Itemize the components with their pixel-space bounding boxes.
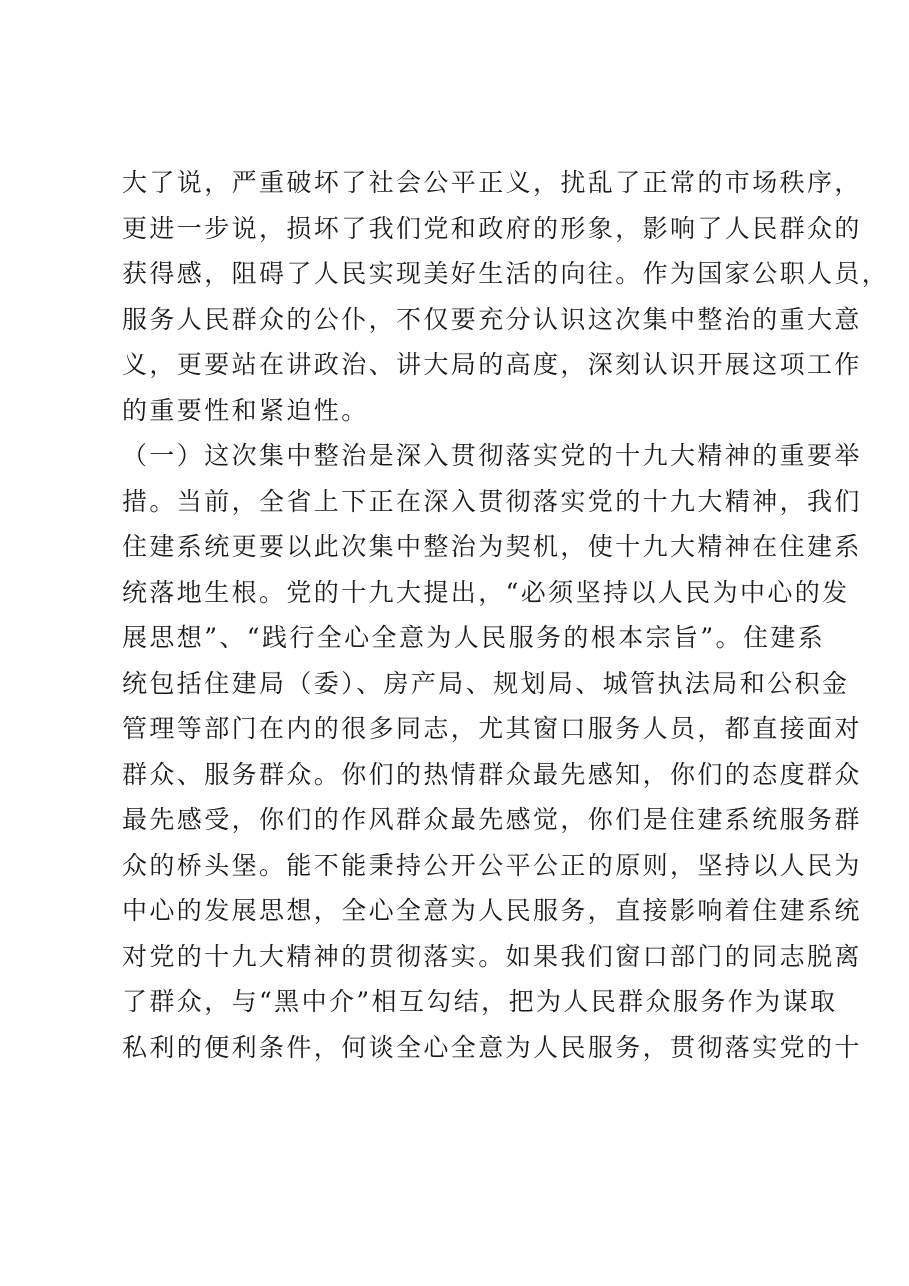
text-line: 服务人民群众的公仆，不仅要充分认识这次集中整治的重大意 [122, 304, 862, 334]
text-line: 中心的发展思想，全心全意为人民服务，直接影响着住建系统 [122, 896, 862, 925]
text-line: （一）这次集中整治是深入贯彻落实党的十九大精神的重要举 [122, 441, 862, 470]
text-line: 展思想”、“践行全心全意为人民服务的根本宗旨”。住建系 [122, 623, 826, 652]
text-line: 私利的便利条件，何谈全心全意为人民服务，贯彻落实党的十 [122, 1032, 862, 1062]
text-line: 对党的十九大精神的贯彻落实。如果我们窗口部门的同志脱离 [122, 941, 862, 971]
text-line: 了群众，与“黑中介”相互勾结，把为人民群众服务作为谋取 [122, 987, 838, 1016]
text-line: 众的桥头堡。能不能秉持公开公平公正的原则，坚持以人民为 [122, 850, 862, 880]
text-line: 统包括住建局（委）、房产局、规划局、城管执法局和公积金 [122, 668, 850, 698]
document-body [122, 160, 890, 1070]
text-line: 获得感，阻碍了人民实现美好生活的向往。作为国家公职人员， [122, 259, 890, 288]
text-line: 大了说，严重破坏了社会公平正义，扰乱了正常的市场秩序， [122, 168, 862, 197]
text-line: 更进一步说，损坏了我们党和政府的形象，影响了人民群众的 [122, 213, 862, 243]
text-line: 措。当前，全省上下正在深入贯彻落实党的十九大精神，我们 [122, 486, 862, 516]
text-line: 最先感受，你们的作风群众最先感觉，你们是住建系统服务群 [122, 805, 862, 834]
text-line: 住建系统更要以此次集中整治为契机，使十九大精神在住建系 [122, 532, 862, 561]
text-line: 群众、服务群众。你们的热情群众最先感知，你们的态度群众 [122, 759, 862, 789]
text-line: 的重要性和紧迫性。 [122, 395, 369, 425]
text-line: 统落地生根。党的十九大提出，“必须坚持以人民为中心的发 [122, 577, 850, 607]
text-line: 管理等部门在内的很多同志，尤其窗口服务人员，都直接面对 [122, 714, 862, 743]
text-line: 义，更要站在讲政治、讲大局的高度，深刻认识开展这项工作 [122, 350, 862, 379]
